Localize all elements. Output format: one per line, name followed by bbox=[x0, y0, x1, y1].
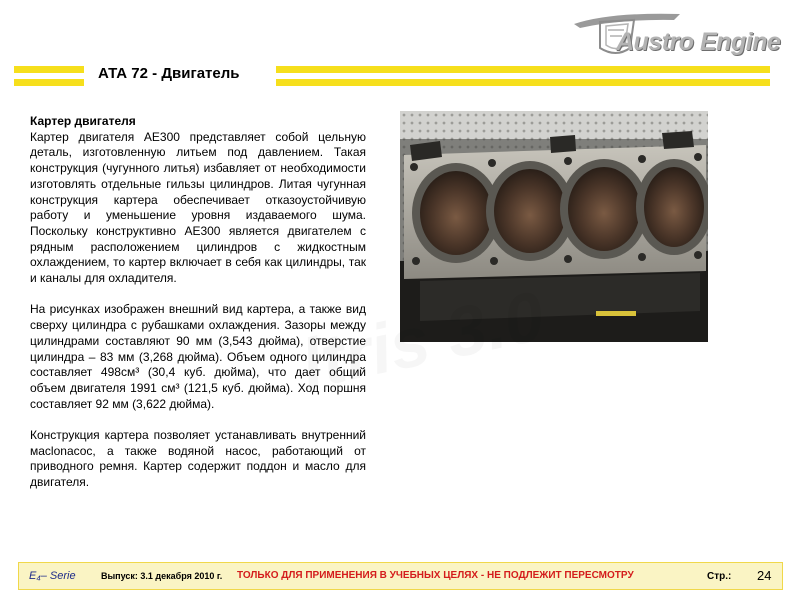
page-number: 24 bbox=[757, 568, 772, 583]
section-heading: Картер двигателя bbox=[30, 114, 136, 128]
paragraph: На рисунках изображен внешний вид картера, а также вид сверху цилиндра с рубашками охлаждения. Зазоры между цилиндрами составляют 90 мм (3,543 дюйма), отверстие цилиндра – 83 мм (3,268 дюйма). Объем одного цилиндра составляет 498см³ (30,4 куб. дюйма), что дает общий объем двигателя 1991 см³ (121,5 куб. дюйма). Ход поршня составляет 92 мм (3,622 дюйма). bbox=[30, 302, 366, 411]
content-text bbox=[30, 114, 366, 507]
footer-serie: E₄– Serie bbox=[29, 570, 76, 582]
paragraph: Картер двигателя AE300 представляет собой цельную деталь, изготовленную литьем под давлением. Такая конструкция (чугунного литья) избавляет от необходимости изготовлять отдельные гильзы цилиндров. Литая чугунная конструкция картера обеспечивает отказоустойчивую работу и уменьшение уровня издаваемого шума. Поскольку конструктивно AE300 является двигателем с рядным расположением цилиндров с жидкостным охлаждением, то картер включает в себя как цилиндры, так и каналы для охладителя. bbox=[30, 129, 366, 286]
header-stripe bbox=[14, 79, 84, 86]
header-stripe bbox=[276, 79, 770, 86]
logo-text: Austro Engine bbox=[616, 28, 781, 56]
header-stripe bbox=[14, 66, 84, 73]
header-stripe bbox=[276, 66, 770, 73]
footer-issue-date: Выпуск: 3.1 декабря 2010 г. bbox=[101, 571, 223, 581]
page-label: Стр.: bbox=[707, 571, 732, 582]
paragraph: Конструкция картера позволяет устанавливать внутренний масlonасос, а также водяной насос, работающий от приводного ремня. Картер содержит поддон и масло для двигателя. bbox=[30, 428, 366, 490]
footer-bar bbox=[18, 562, 783, 590]
page-title: АТА 72 - Двигатель bbox=[98, 65, 240, 82]
footer-notice: ТОЛЬКО ДЛЯ ПРИМЕНЕНИЯ В УЧЕБНЫХ ЦЕЛЯХ - НЕ ПОДЛЕЖИТ ПЕРЕСМОТРУ bbox=[237, 570, 634, 581]
